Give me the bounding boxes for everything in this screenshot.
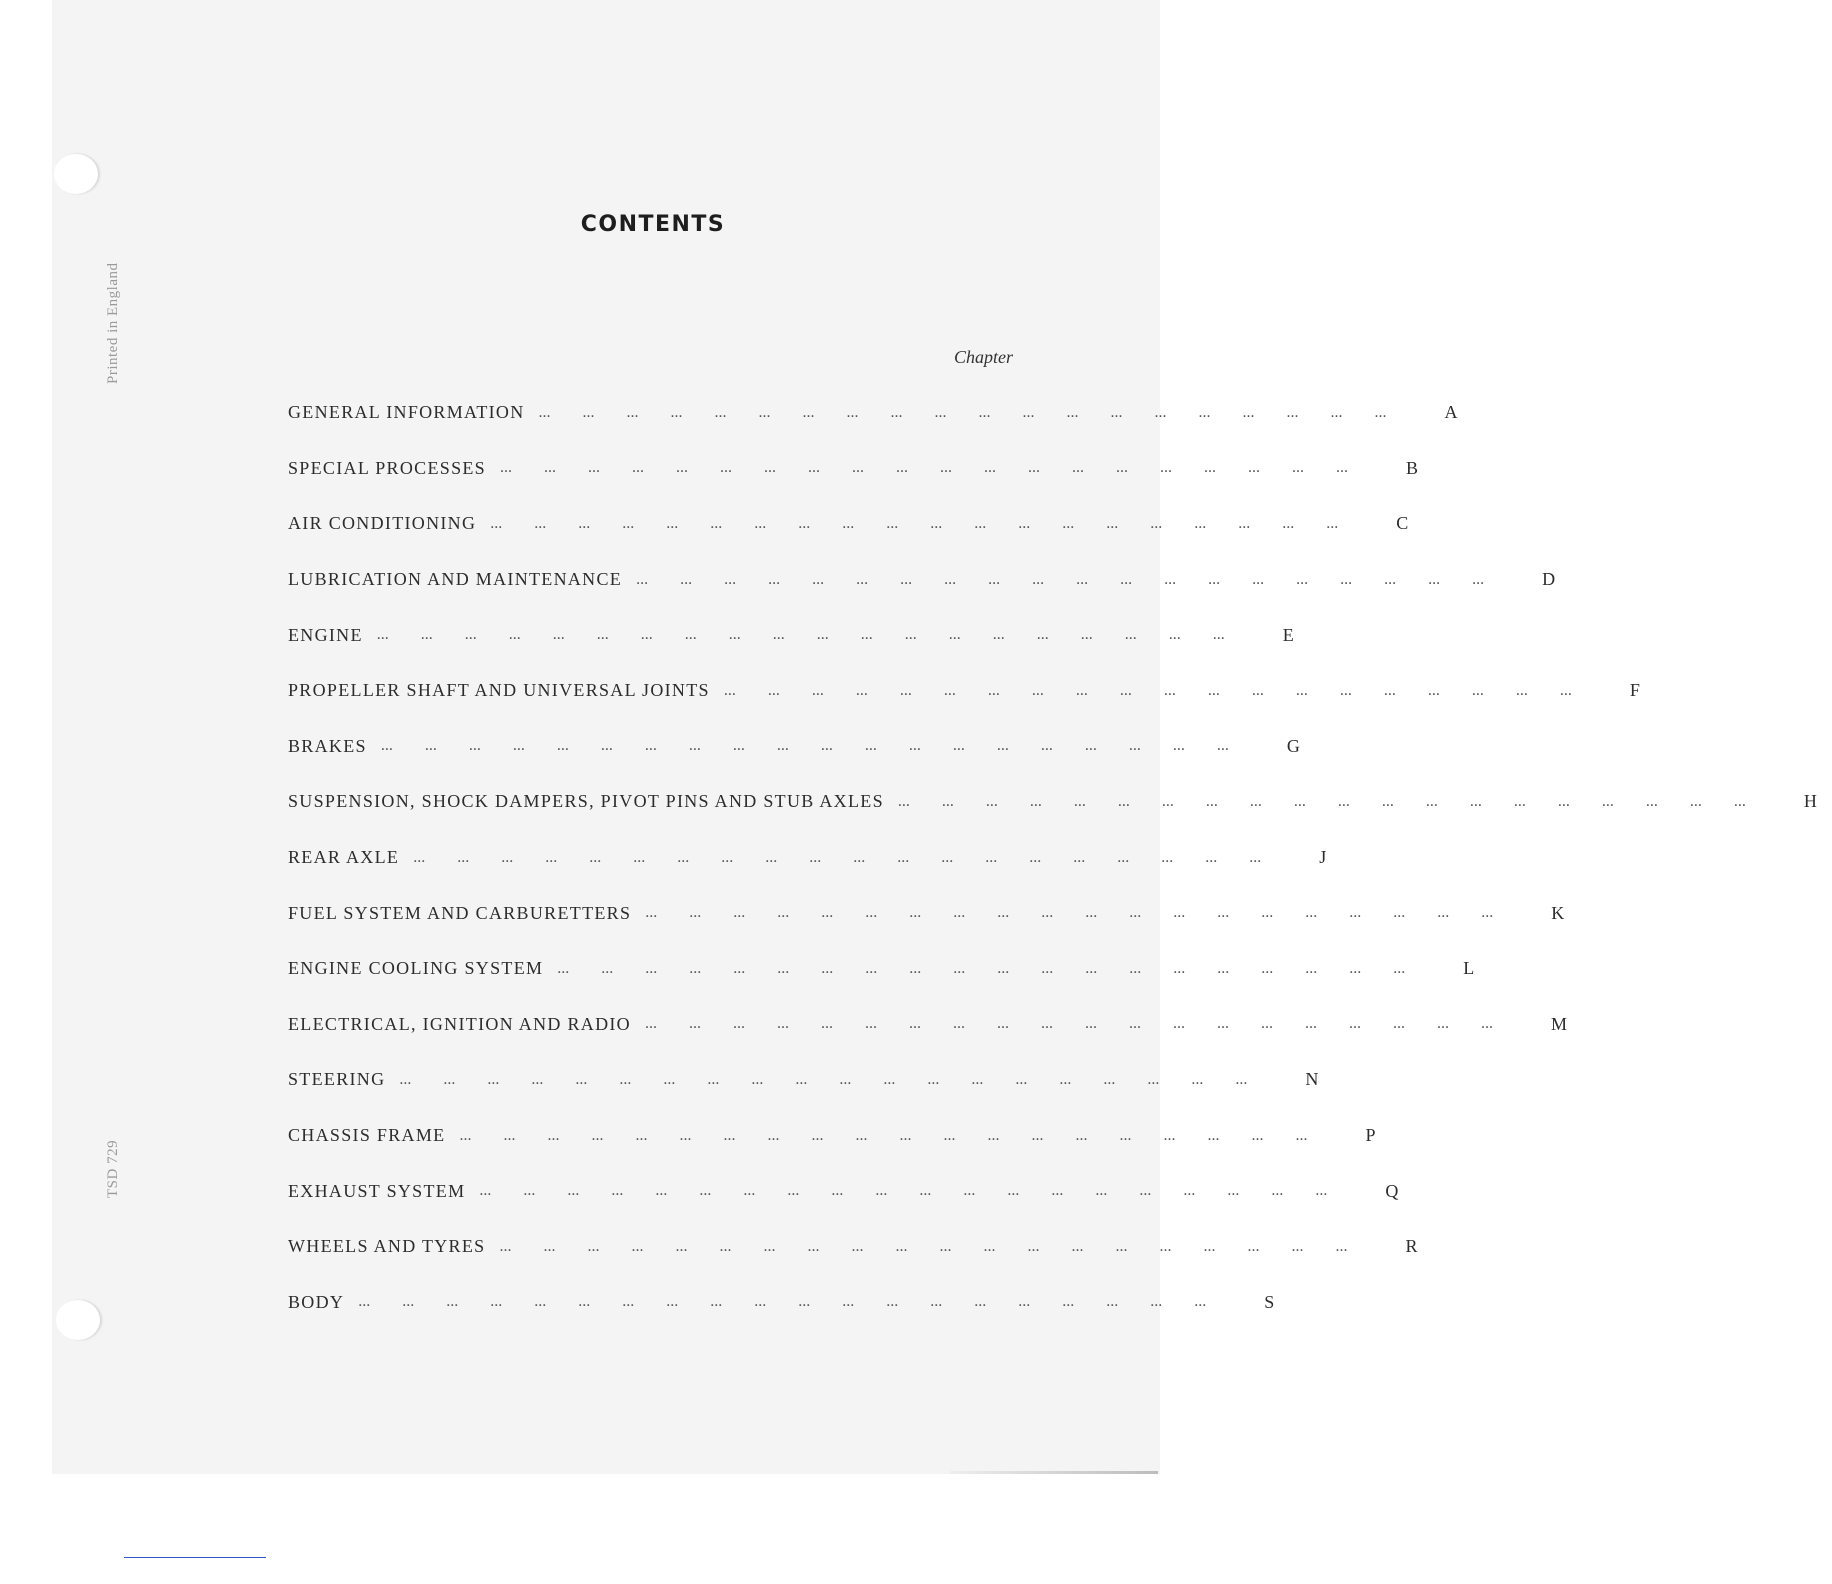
toc-entry[interactable] (288, 1275, 1276, 1331)
toc-entry-chapter-letter: B (1406, 457, 1420, 478)
toc-entry[interactable] (288, 496, 1410, 552)
toc-entry-chapter-letter: Q (1385, 1180, 1400, 1201)
dot-leader: ... ... ... ... ... ... ... ... ... ... ... ... ... ... ... ... ... ... ... ... (723, 681, 1604, 699)
toc-entry-title: PROPELLER SHAFT AND UNIVERSAL JOINTS (288, 680, 710, 701)
punch-hole-bottom (56, 1300, 100, 1340)
toc-entry-title: SPECIAL PROCESSES (288, 457, 486, 478)
dot-leader: ... ... ... ... ... ... ... ... ... ... ... ... ... ... ... ... ... ... ... ... (459, 1126, 1340, 1144)
toc-entry-title: WHEELS AND TYRES (288, 1236, 486, 1257)
toc-entry[interactable] (288, 385, 1459, 441)
dot-leader: ... ... ... ... ... ... ... ... ... ... ... ... ... ... ... ... ... ... ... ... (490, 514, 1371, 532)
dot-leader: ... ... ... ... ... ... ... ... ... ... ... ... ... ... ... ... ... ... ... ... (479, 1182, 1360, 1200)
toc-entry[interactable] (288, 607, 1296, 663)
toc-entry[interactable] (288, 552, 1557, 608)
toc-entry-chapter-letter: C (1396, 513, 1410, 534)
toc-entry-chapter-letter: L (1463, 958, 1476, 979)
toc-entry-chapter-letter: J (1319, 847, 1328, 868)
toc-entry-chapter-letter: G (1286, 735, 1302, 756)
toc-entry-title: BRAKES (288, 735, 367, 756)
dot-leader: ... ... ... ... ... ... ... ... ... ... ... ... ... ... ... ... ... ... ... ... (645, 904, 1526, 922)
dot-leader: ... ... ... ... ... ... ... ... ... ... ... ... ... ... ... ... ... ... ... ... (380, 737, 1261, 755)
punch-hole-top (54, 154, 98, 194)
toc-entry-chapter-letter: N (1305, 1069, 1320, 1090)
toc-entry[interactable] (288, 830, 1328, 886)
toc-entry[interactable] (288, 1052, 1320, 1108)
toc-entry-title: STEERING (288, 1069, 386, 1090)
dot-leader: ... ... ... ... ... ... ... ... ... ... ... ... ... ... ... ... ... ... ... ... (499, 1237, 1380, 1255)
toc-entry[interactable] (288, 774, 1819, 830)
dot-leader: ... ... ... ... ... ... ... ... ... ... ... ... ... ... ... ... ... ... ... ... (358, 1293, 1239, 1311)
toc-entry-title: GENERAL INFORMATION (288, 402, 525, 423)
dot-leader: ... ... ... ... ... ... ... ... ... ... ... ... ... ... ... ... ... ... ... ... (538, 403, 1419, 421)
toc-entry[interactable] (288, 1108, 1377, 1164)
toc-entry[interactable] (288, 997, 1569, 1053)
toc-entry-title: ENGINE COOLING SYSTEM (288, 958, 544, 979)
toc-entry[interactable] (288, 719, 1302, 775)
toc-entry-title: ENGINE (288, 624, 363, 645)
toc-entry-chapter-letter: D (1542, 569, 1557, 590)
dot-leader: ... ... ... ... ... ... ... ... ... ... ... ... ... ... ... ... ... ... ... ... (399, 1070, 1280, 1088)
toc-entry-chapter-letter: H (1803, 791, 1819, 812)
toc-entry-title: BODY (288, 1291, 345, 1312)
page-title: CONTENTS (580, 212, 726, 237)
toc-entry[interactable] (288, 1163, 1400, 1219)
toc-entry[interactable] (288, 441, 1420, 497)
dot-leader: ... ... ... ... ... ... ... ... ... ... ... ... ... ... ... ... ... ... ... ... (413, 848, 1294, 866)
toc-entry-title: SUSPENSION, SHOCK DAMPERS, PIVOT PINS AND STUB AXLES (288, 791, 884, 812)
toc-entry-title: REAR AXLE (288, 847, 400, 868)
toc-entry-chapter-letter: P (1365, 1125, 1377, 1146)
toc-entry-chapter-letter: S (1264, 1291, 1276, 1312)
toc-entry[interactable] (288, 885, 1566, 941)
toc-entry-chapter-letter: R (1405, 1236, 1419, 1257)
toc-entry-chapter-letter: E (1282, 624, 1296, 645)
dot-leader: ... ... ... ... ... ... ... ... ... ... ... ... ... ... ... ... ... ... ... ... (376, 626, 1257, 644)
toc-entry[interactable] (288, 941, 1476, 997)
toc-entry[interactable] (288, 1219, 1419, 1275)
toc-entry-title: EXHAUST SYSTEM (288, 1180, 466, 1201)
toc-entry-chapter-letter: K (1551, 902, 1566, 923)
dot-leader: ... ... ... ... ... ... ... ... ... ... ... ... ... ... ... ... ... ... ... ... (557, 959, 1438, 977)
toc-entry-chapter-letter: M (1550, 1013, 1569, 1034)
dot-leader: ... ... ... ... ... ... ... ... ... ... ... ... ... ... ... ... ... ... ... ... (897, 792, 1778, 810)
sheet-edge-shadow (950, 1471, 1158, 1474)
chapter-column-heading: Chapter (954, 347, 1014, 367)
toc-entry-chapter-letter: F (1629, 680, 1642, 701)
document-code-note: TSD 729 (105, 1139, 121, 1198)
toc-entry-chapter-letter: A (1444, 402, 1459, 423)
printed-in-england-note: Printed in England (105, 262, 121, 384)
toc-entry-title: AIR CONDITIONING (288, 513, 477, 534)
dot-leader: ... ... ... ... ... ... ... ... ... ... ... ... ... ... ... ... ... ... ... ... (500, 459, 1380, 477)
table-of-contents (288, 385, 1819, 1330)
toc-entry-title: FUEL SYSTEM AND CARBURETTERS (288, 902, 632, 923)
footer-underline (124, 1557, 266, 1558)
dot-leader: ... ... ... ... ... ... ... ... ... ... ... ... ... ... ... ... ... ... ... ... (644, 1015, 1525, 1033)
dot-leader: ... ... ... ... ... ... ... ... ... ... ... ... ... ... ... ... ... ... ... ... (636, 570, 1517, 588)
toc-entry-title: LUBRICATION AND MAINTENANCE (288, 569, 623, 590)
toc-entry-title: CHASSIS FRAME (288, 1125, 446, 1146)
toc-entry[interactable] (288, 663, 1642, 719)
toc-entry-title: ELECTRICAL, IGNITION AND RADIO (288, 1013, 631, 1034)
